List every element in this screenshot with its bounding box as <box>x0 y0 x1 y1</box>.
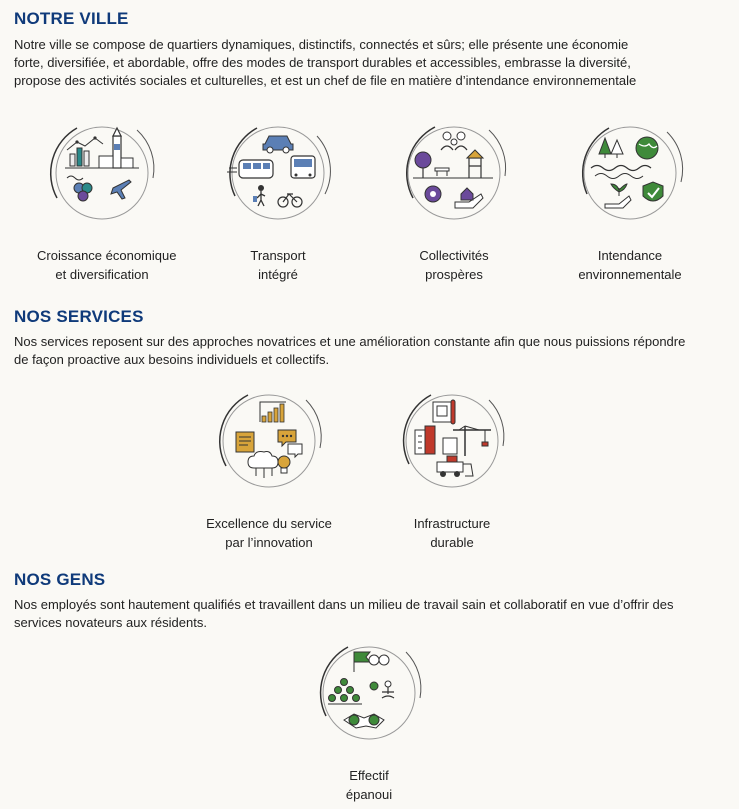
section-text-services <box>14 333 685 369</box>
innovation-icon <box>204 386 334 496</box>
text-line: Nos services reposent sur des approches novatrices et une amélioration constante afin que nous puissions répondre <box>14 334 686 349</box>
infrastructure-icon <box>387 386 517 496</box>
pillar-caption <box>304 766 434 804</box>
pillar-infrastructure <box>387 386 517 552</box>
pillar-caption <box>565 246 695 284</box>
section-text-gens <box>14 596 674 632</box>
caption-line: Effectif <box>349 768 389 783</box>
caption-line: Infrastructure <box>413 516 491 531</box>
text-line: Notre ville se compose de quartiers dynamiques, distinctifs, connectés et sûrs; elle présente une économie <box>14 37 629 52</box>
pillar-caption <box>387 514 517 552</box>
caption-line: Intendance <box>597 248 663 263</box>
caption-line: Excellence du service <box>206 516 332 531</box>
caption-line: Collectivités <box>419 248 489 263</box>
section-title-ville: NOTRE VILLE <box>14 9 129 28</box>
text-line: forte, diversifiée, et abordable, offre des modes de transport durables et accessibles, embrasse la diversité, <box>14 55 631 70</box>
caption-line: Transport <box>250 248 306 263</box>
text-line: de façon proactive aux besoins individuels et collectifs. <box>14 352 330 367</box>
caption-line: prospères <box>425 267 483 282</box>
caption-line: et diversification <box>55 267 149 282</box>
pillar-caption <box>389 246 519 284</box>
section-title-services: NOS SERVICES <box>14 307 144 326</box>
caption-line: épanoui <box>345 787 393 802</box>
community-icon <box>389 118 519 228</box>
caption-line: par l’innovation <box>225 535 313 550</box>
transport-icon <box>213 118 343 228</box>
economy-icon <box>37 118 167 228</box>
pillar-community <box>389 118 519 284</box>
text-line: services novateurs aux résidents. <box>14 615 207 630</box>
caption-line: Croissance économique <box>37 248 177 263</box>
caption-line: environnementale <box>578 267 682 282</box>
pillar-transport <box>213 118 343 284</box>
pillar-caption <box>213 246 343 284</box>
pillar-innovation <box>204 386 334 552</box>
pillar-caption <box>37 246 177 284</box>
pillar-caption <box>204 514 334 552</box>
text-line: Nos employés sont hautement qualifiés et travaillent dans un milieu de travail sain et collaboratif en vue d’offrir des <box>14 597 674 612</box>
pillar-environment <box>565 118 695 284</box>
pillar-workforce <box>304 638 434 804</box>
section-title-gens: NOS GENS <box>14 570 106 589</box>
environment-icon <box>565 118 695 228</box>
text-line: propose des activités sociales et culturelles, et est un chef de file en matière d’intendance environnementale <box>14 73 637 88</box>
caption-line: intégré <box>258 267 298 282</box>
section-text-ville <box>14 36 636 90</box>
pillar-economy <box>37 118 177 284</box>
caption-line: durable <box>430 535 474 550</box>
workforce-icon <box>304 638 434 748</box>
